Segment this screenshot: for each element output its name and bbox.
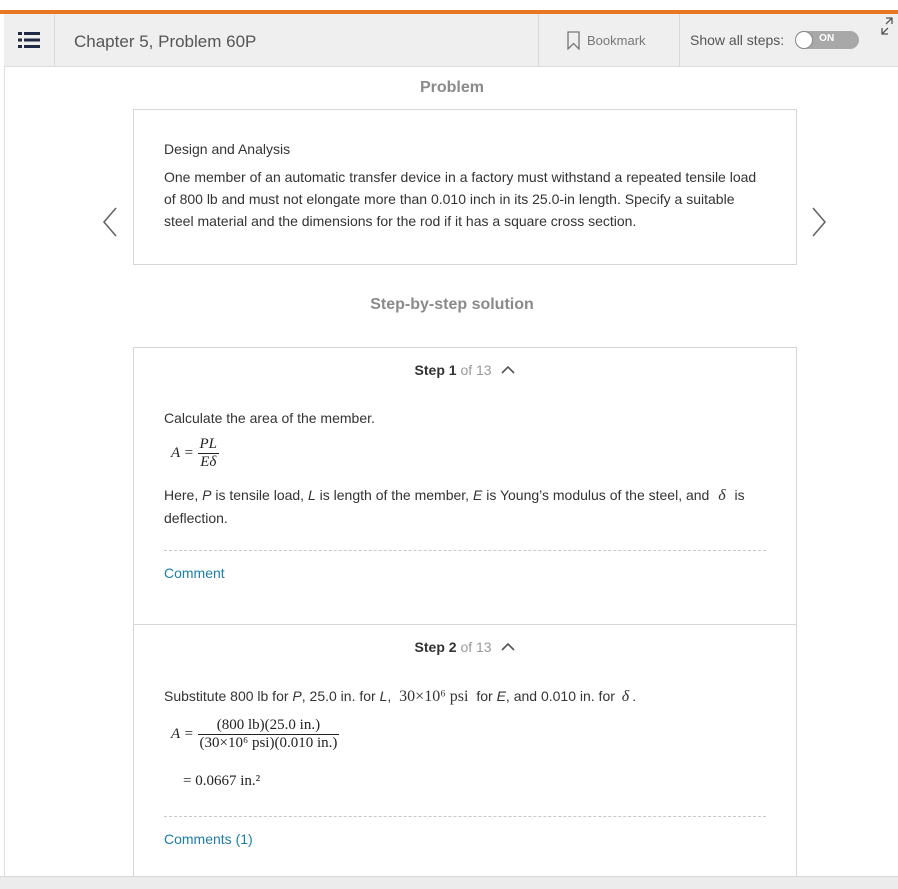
var: P: [202, 487, 212, 503]
text: is tensile load,: [211, 487, 308, 503]
step-2-result: = 0.0667 in.²: [183, 773, 261, 789]
step-1-of: of 13: [460, 362, 492, 378]
show-all-toggle[interactable]: [795, 31, 859, 49]
text: Here,: [164, 487, 203, 503]
list-icon: [18, 31, 40, 49]
chevron-up-icon: [501, 365, 515, 374]
header-bar: [4, 14, 898, 67]
var: E: [496, 688, 506, 704]
chevron-right-icon: [811, 206, 827, 238]
toggle-knob: [795, 31, 813, 49]
var: L: [307, 487, 316, 503]
step-1-header[interactable]: [134, 362, 796, 378]
modulus-value: 30×10⁶ psi: [399, 688, 469, 705]
divider: [164, 550, 766, 551]
bottom-scrollbar[interactable]: [0, 876, 898, 889]
var: δ: [621, 688, 630, 705]
step-1-explanation: [164, 484, 764, 529]
problem-card: [133, 109, 797, 265]
solution-heading: Step-by-step solution: [370, 296, 534, 313]
step-2-label: Step 2: [414, 639, 457, 655]
page-title: Chapter 5, Problem 60P: [74, 32, 257, 51]
problem-title: Design and Analysis: [164, 141, 291, 157]
text: Substitute 800 lb for: [164, 688, 293, 704]
expand-button[interactable]: [880, 14, 894, 38]
step-2-header[interactable]: [134, 639, 796, 655]
step-2-equation: [171, 717, 339, 752]
step-1-card: [133, 347, 797, 625]
comment-link[interactable]: Comment: [164, 565, 225, 581]
step-1-label: Step 1: [414, 362, 457, 378]
eq-denominator: (30×10⁶ psi)(0.010 in.): [199, 735, 338, 751]
problem-heading: Problem: [419, 79, 484, 96]
top-accent-strip: [0, 0, 898, 14]
text: , and 0.010 in. for: [505, 688, 619, 704]
eq-fraction: [198, 436, 220, 471]
text: , 25.0 in. for: [301, 688, 380, 704]
chevron-left-icon: [102, 206, 118, 238]
text: for: [476, 688, 497, 704]
bookmark-label: Bookmark: [587, 32, 646, 48]
problem-text: One member of an automatic transfer device in a factory must withstand a repeated tensile load of 800 lb and must not elongate more than 0.010 inch in its 25.0-in length. Specify a suitable steel material and the dimensions for the rod if it has a square cross section.: [164, 169, 757, 229]
show-all-label: Show all steps:: [690, 32, 785, 48]
text: ,: [387, 688, 392, 704]
eq-lhs: A =: [171, 445, 194, 461]
divider: [164, 816, 766, 817]
var: L: [379, 688, 388, 704]
text: is deflection.: [164, 487, 745, 526]
next-button[interactable]: [811, 206, 827, 243]
eq-numerator: PL: [199, 436, 218, 452]
toggle-state: ON: [819, 33, 835, 44]
bookmark-icon: [567, 31, 580, 50]
eq-fraction: [198, 717, 340, 752]
step-1-equation: [171, 436, 219, 471]
eq-lhs: A =: [171, 726, 194, 742]
menu-button[interactable]: [4, 14, 55, 66]
var: E: [472, 487, 483, 503]
step-2-substitution: [164, 685, 784, 708]
prev-button[interactable]: [102, 206, 118, 243]
comments-link[interactable]: Comments (1): [164, 831, 253, 847]
eq-denominator: Eδ: [200, 454, 217, 470]
step-2-of: of 13: [460, 639, 492, 655]
step-1-intro: Calculate the area of the member.: [164, 410, 375, 426]
eq-numerator: (800 lb)(25.0 in.): [198, 717, 340, 735]
show-all-steps: [690, 14, 859, 66]
text: .: [632, 688, 637, 704]
var: P: [292, 688, 302, 704]
main-content: [4, 66, 898, 876]
text: is Young’s modulus of the steel, and: [482, 487, 714, 503]
chevron-up-icon: [501, 642, 515, 651]
text: is length of the member,: [315, 487, 473, 503]
bookmark-button[interactable]: [538, 14, 680, 66]
step-2-card: [133, 624, 797, 886]
expand-icon: [880, 14, 894, 38]
var: δ: [718, 487, 726, 504]
